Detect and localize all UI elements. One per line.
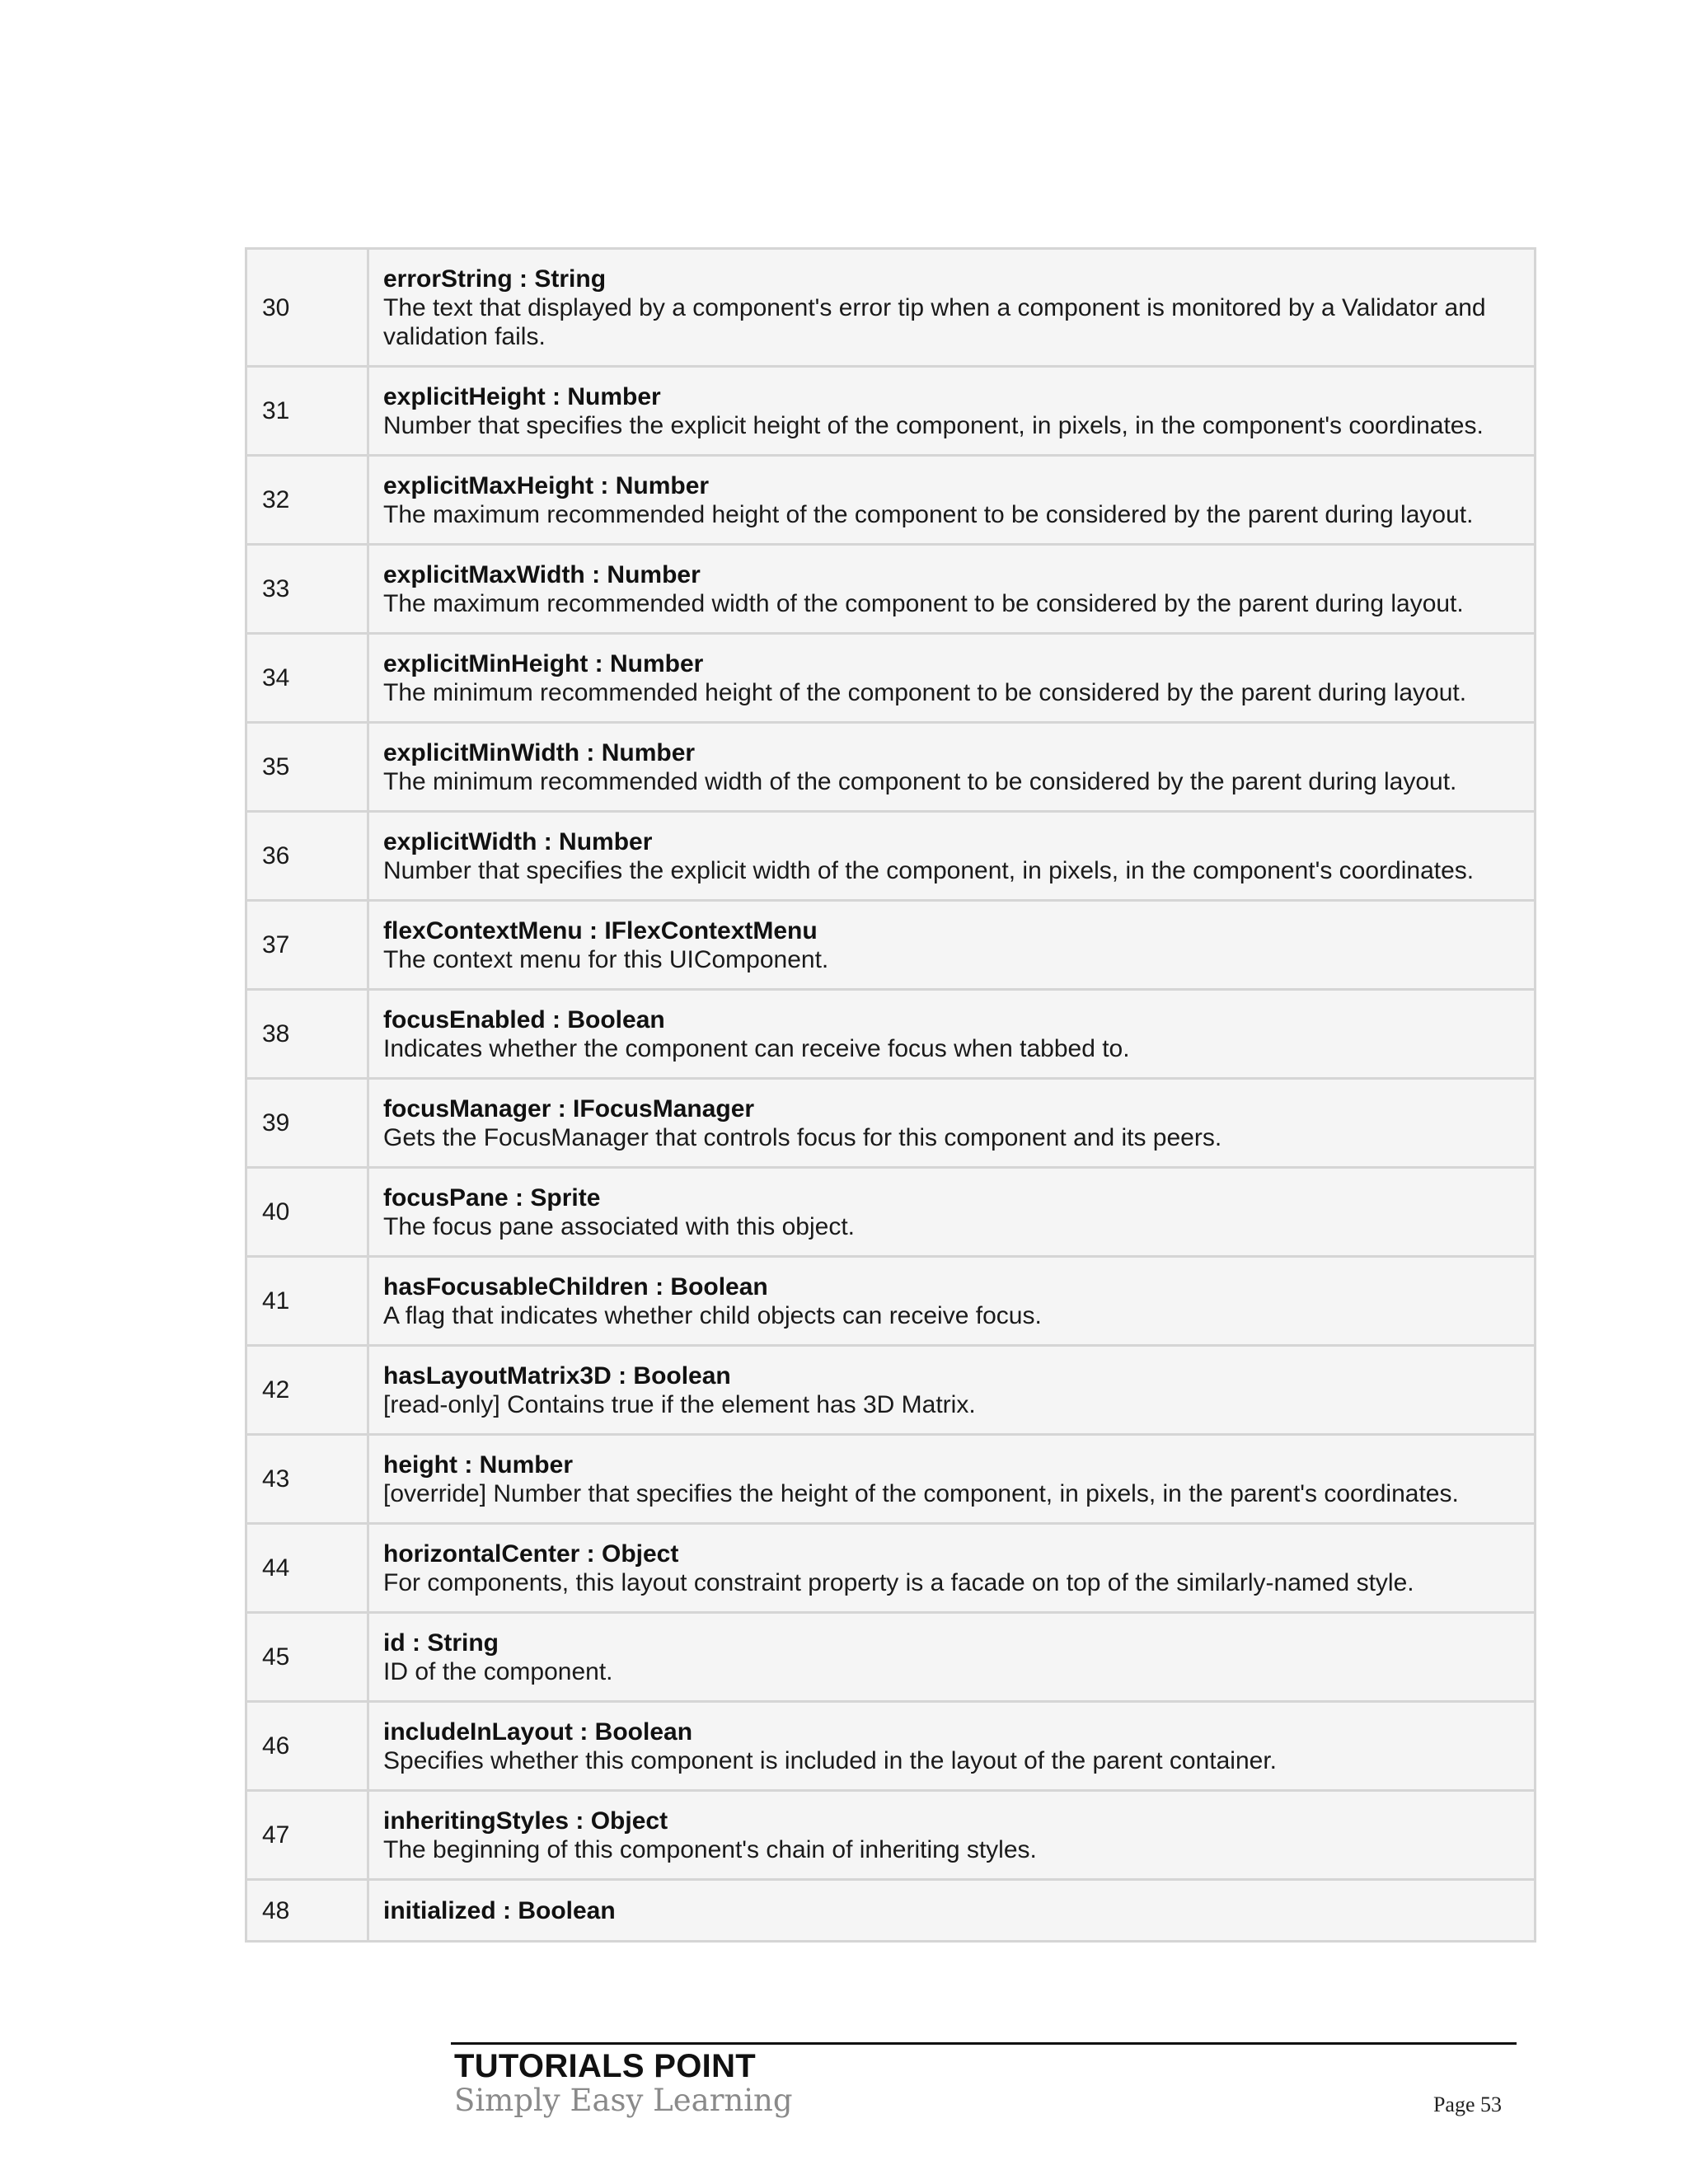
footer-divider <box>451 2042 1517 2045</box>
property-name: id : String <box>383 1629 499 1657</box>
property-name: explicitWidth : Number <box>383 827 653 855</box>
table-row <box>246 1079 1536 1168</box>
row-description-cell <box>368 634 1536 723</box>
property-name: hasLayoutMatrix3D : Boolean <box>383 1361 731 1390</box>
row-number: 42 <box>246 1346 368 1435</box>
row-number: 36 <box>246 812 368 901</box>
property-description: Specifies whether this component is included in the layout of the parent container. <box>383 1746 1277 1774</box>
row-number: 43 <box>246 1435 368 1524</box>
property-name: errorString : String <box>383 265 607 293</box>
row-number: 31 <box>246 367 368 456</box>
table-row <box>246 812 1536 901</box>
table-row <box>246 1702 1536 1791</box>
row-number: 39 <box>246 1079 368 1168</box>
property-description: ID of the component. <box>383 1657 613 1685</box>
property-description: [read-only] Contains true if the element has 3D Matrix. <box>383 1390 976 1418</box>
property-name: inheritingStyles : Object <box>383 1807 668 1835</box>
table-row <box>246 1435 1536 1524</box>
table-row <box>246 901 1536 990</box>
row-description-cell <box>368 990 1536 1079</box>
row-description-cell <box>368 249 1536 367</box>
footer-brand-logo-text: TUTORIALS POINT <box>454 2048 756 2084</box>
property-description: The text that displayed by a component's error tip when a component is monitored by a Validator and validation fails. <box>383 293 1486 350</box>
row-description-cell <box>368 1880 1536 1942</box>
property-description: The maximum recommended width of the component to be considered by the parent during layout. <box>383 589 1464 617</box>
row-description-cell <box>368 812 1536 901</box>
property-description: The maximum recommended height of the component to be considered by the parent during layout. <box>383 500 1474 528</box>
property-name: horizontalCenter : Object <box>383 1540 679 1568</box>
row-description-cell <box>368 1257 1536 1346</box>
row-number: 44 <box>246 1524 368 1613</box>
property-description: Number that specifies the explicit height of the component, in pixels, in the component's coordinates. <box>383 411 1484 439</box>
table-row <box>246 249 1536 367</box>
row-number: 37 <box>246 901 368 990</box>
row-description-cell <box>368 1346 1536 1435</box>
table-row <box>246 634 1536 723</box>
property-name: includeInLayout : Boolean <box>383 1718 693 1746</box>
property-name: focusManager : IFocusManager <box>383 1094 755 1122</box>
row-number: 35 <box>246 723 368 812</box>
row-description-cell <box>368 723 1536 812</box>
property-name: focusPane : Sprite <box>383 1183 601 1212</box>
table-row <box>246 1168 1536 1257</box>
property-name: hasFocusableChildren : Boolean <box>383 1272 768 1301</box>
row-description-cell <box>368 1613 1536 1702</box>
row-description-cell <box>368 901 1536 990</box>
table-row <box>246 1613 1536 1702</box>
property-description: The minimum recommended width of the component to be considered by the parent during layout. <box>383 767 1457 795</box>
table-row <box>246 990 1536 1079</box>
table-row <box>246 1524 1536 1613</box>
row-description-cell <box>368 367 1536 456</box>
row-number: 32 <box>246 456 368 545</box>
property-description: The focus pane associated with this object. <box>383 1212 855 1240</box>
table-row <box>246 1791 1536 1880</box>
row-description-cell <box>368 1435 1536 1524</box>
table-row <box>246 367 1536 456</box>
row-number: 48 <box>246 1880 368 1942</box>
table-row <box>246 1346 1536 1435</box>
property-name: focusEnabled : Boolean <box>383 1005 665 1033</box>
row-description-cell <box>368 1079 1536 1168</box>
row-number: 40 <box>246 1168 368 1257</box>
property-description: The context menu for this UIComponent. <box>383 945 829 973</box>
page-number: Page 53 <box>1432 2093 1502 2116</box>
table-row <box>246 456 1536 545</box>
row-number: 46 <box>246 1702 368 1791</box>
property-name: explicitHeight : Number <box>383 382 661 410</box>
properties-table <box>245 247 1536 1943</box>
property-description: The minimum recommended height of the component to be considered by the parent during layout. <box>383 678 1467 706</box>
row-number: 38 <box>246 990 368 1079</box>
row-description-cell <box>368 1702 1536 1791</box>
property-name: flexContextMenu : IFlexContextMenu <box>383 916 818 944</box>
row-description-cell <box>368 545 1536 634</box>
table-row <box>246 1257 1536 1346</box>
row-description-cell <box>368 1524 1536 1613</box>
table-row <box>246 723 1536 812</box>
property-description: Gets the FocusManager that controls focus for this component and its peers. <box>383 1123 1222 1151</box>
property-description: [override] Number that specifies the height of the component, in pixels, in the parent's coordinates. <box>383 1479 1459 1507</box>
row-number: 33 <box>246 545 368 634</box>
property-name: explicitMinHeight : Number <box>383 649 704 677</box>
properties-table-body <box>246 249 1536 1942</box>
property-description: Indicates whether the component can receive focus when tabbed to. <box>383 1034 1130 1062</box>
property-description: Number that specifies the explicit width of the component, in pixels, in the component's coordinates. <box>383 856 1475 884</box>
property-name: explicitMaxHeight : Number <box>383 471 710 499</box>
table-row <box>246 545 1536 634</box>
row-description-cell <box>368 456 1536 545</box>
property-name: explicitMaxWidth : Number <box>383 560 701 588</box>
property-name: height : Number <box>383 1451 573 1479</box>
property-description: The beginning of this component's chain of inheriting styles. <box>383 1835 1037 1863</box>
footer-tagline: Simply Easy Learning <box>454 2083 793 2118</box>
row-description-cell <box>368 1791 1536 1880</box>
row-number: 47 <box>246 1791 368 1880</box>
row-number: 45 <box>246 1613 368 1702</box>
property-name: initialized : Boolean <box>383 1896 616 1924</box>
row-number: 41 <box>246 1257 368 1346</box>
row-number: 30 <box>246 249 368 367</box>
property-description: A flag that indicates whether child objects can receive focus. <box>383 1301 1042 1329</box>
table-row <box>246 1880 1536 1942</box>
row-description-cell <box>368 1168 1536 1257</box>
property-name: explicitMinWidth : Number <box>383 738 696 766</box>
property-description: For components, this layout constraint property is a facade on top of the similarly-named style. <box>383 1568 1414 1596</box>
row-number: 34 <box>246 634 368 723</box>
